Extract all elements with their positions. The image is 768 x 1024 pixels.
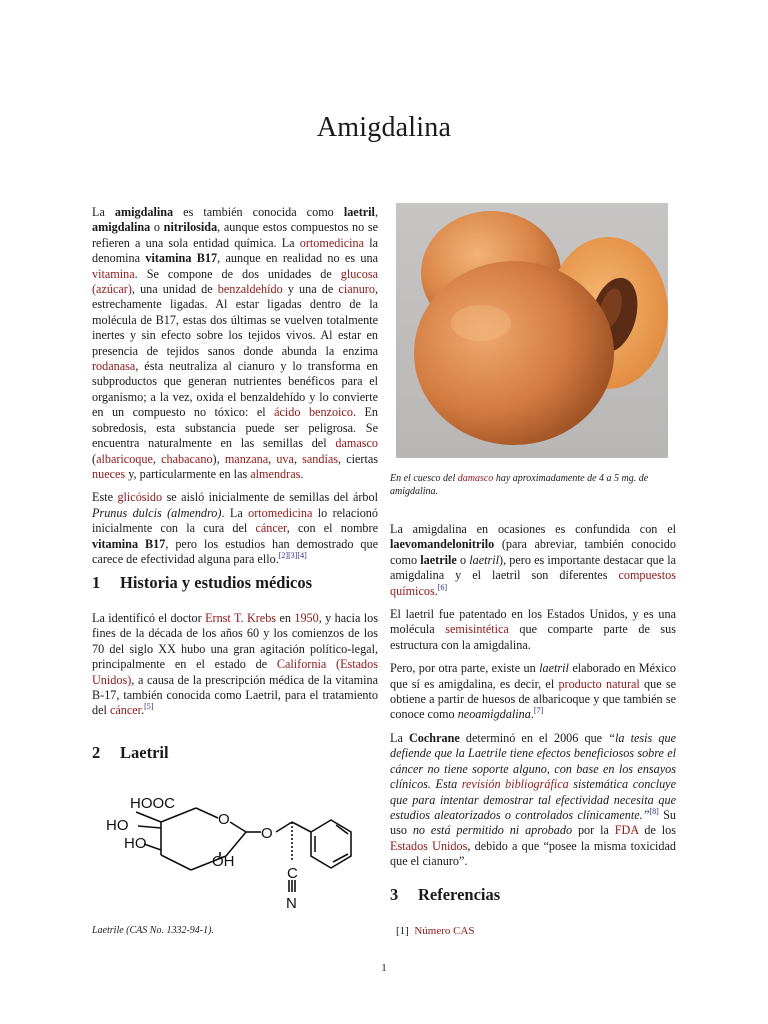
reference-list — [396, 925, 475, 937]
intro-column — [92, 205, 378, 575]
wiki-link[interactable]: Ernst T. Krebs — [205, 611, 277, 625]
structure-caption: Laetrile (CAS No. 1332-94-1). — [92, 925, 214, 936]
bold-term: laevomandelonitrilo — [390, 537, 495, 552]
page-title: Amigdalina — [316, 112, 452, 143]
wiki-link[interactable]: compuestos químicos — [390, 568, 676, 598]
section-heading-laetril — [92, 743, 169, 763]
intro-paragraph-1: La amigdalina es también conocida como laetril, amigdalina o nitrilosida, aunque estos compuestos no se refieren a una sola entidad química. La ortomedicina la denomina vitamina B17, aunque en realidad no es una vitamina. Se compone de dos unidades de glucosa (azúcar), una unidad de benzaldehído y una de cianuro, estrechamente ligadas. Al estar ligadas dentro de la molécula de B17, estas dos últimas se vuelven totalmente inertes y sin efecto sobre los tejidos vivos. Al estar en presencia de tejidos sanos donde abunda la enzima rodanasa, ésta neutraliza al cianuro y lo transforma en subproductos que generan nutrientes benéficos para el organismo; a la vez, oxida el benzaldehído y lo convierte en un compuesto no tóxico: el ácido benzoico. En sobredosis, esta substancia puede ser peligrosa. Se encuentra naturalmente en las semillas del damasco (albaricoque, chabacano), manzana, uva, sandías, ciertas nueces y, particularmente en las almendras. — [92, 205, 379, 481]
bold-term: Cochrane — [408, 730, 460, 745]
italic-text: Prunus dulcis (almendro) — [92, 505, 222, 520]
wiki-link[interactable]: glucosa (azúcar) — [92, 266, 378, 297]
wiki-link[interactable]: chabacano — [161, 451, 213, 466]
italic-text: sistemática concluye que para intentar demostrar tal efectividad necesita que estudios aleatorizados o controlados clínicamente.” — [390, 777, 676, 822]
wiki-link[interactable]: semisintética — [445, 622, 509, 637]
wiki-link[interactable]: ortomedicina — [248, 505, 313, 520]
historia-paragraph: La identificó el doctor Ernst T. Krebs en 1950, y hacia los fines de la década de los años 60 y los comienzos de los 70 del siglo XX hubo una gran agitación político-legal, principalmente en el estado de California (Estados Unidos), a causa de la prescripción médica de la vitamina B-17, también conocida como Laetril, para el tratamiento del cáncer.[5] — [92, 611, 378, 718]
italic-text: laetril — [539, 661, 569, 676]
wiki-link[interactable]: 1950 — [294, 611, 319, 625]
wiki-link[interactable]: ácido benzoico — [274, 405, 353, 420]
wiki-link[interactable]: benzaldehído — [217, 282, 283, 297]
bold-term: amigdalina — [92, 220, 151, 235]
wiki-link[interactable]: albaricoque — [96, 451, 153, 466]
bold-term: laetril — [343, 205, 375, 219]
citation-reference[interactable]: [7] — [533, 706, 544, 716]
section-heading-referencias — [390, 885, 500, 905]
section-title: Referencias — [418, 885, 501, 904]
reference-number: [1] — [396, 925, 409, 937]
right-paragraph-1: La amigdalina en ocasiones es confundida con el laevomandelonitrilo (para abreviar, también conocido como laetrile o laetril), pero es importante destacar que la amigdalina y el laetril son diferentes compuestos químicos.[6] — [390, 522, 677, 598]
wiki-link[interactable]: cáncer — [109, 703, 142, 718]
oh-label: OH — [212, 853, 235, 870]
wiki-link[interactable]: rodanasa — [92, 359, 136, 374]
ho-label-1: HO — [106, 817, 129, 834]
right-paragraph-2: El laetril fue patentado en los Estados Unidos, y es una molécula semisintética que comparte parte de sus estructura con la amigdalina. — [390, 607, 676, 652]
apricot-photo — [396, 203, 668, 458]
wiki-link[interactable]: Estados Unidos — [390, 838, 468, 853]
wiki-link[interactable]: uva — [276, 451, 294, 466]
wiki-link[interactable]: damasco — [457, 473, 494, 484]
section-title: Historia y estudios médicos — [120, 573, 313, 592]
wiki-link[interactable]: cianuro — [338, 282, 375, 297]
hooc-label: HOOC — [130, 795, 175, 812]
link-oxygen-label: O — [261, 825, 273, 842]
wiki-link[interactable]: California (Estados Unidos) — [92, 657, 378, 687]
wiki-link[interactable]: glicósido — [117, 490, 163, 505]
intro-paragraph-2: Este glicósido se aisló inicialmente de semillas del árbol Prunus dulcis (almendro). La ortomedicina lo relacionó inicialmente con la cura del cáncer, con el nombre vitamina B17, pero los estudios han demostrado que carece de efectividad alguna para ello.[2][3][4] — [92, 490, 379, 566]
wiki-link[interactable]: producto natural — [558, 676, 640, 691]
section-number: 3 — [390, 885, 399, 904]
italic-text: “la tesis que defiende que la Laetrile tiene efectos beneficiosos sobre el cáncer no tiene soporte alguno, con base en los ensayos clínicos. Esta — [390, 730, 676, 792]
nitrogen-label: N — [286, 895, 297, 910]
photo-caption: En el cuesco del damasco hay aproximadamente de 4 a 5 mg. de amigdalina. — [390, 473, 649, 497]
ring-oxygen-label: O — [218, 811, 230, 828]
wiki-link[interactable]: ortomedicina — [299, 235, 365, 250]
apricot-image — [396, 203, 668, 458]
italic-text: no está permitido ni aprobado — [412, 823, 573, 838]
right-paragraph-4: La Cochrane determinó en el 2006 que “la tesis que defiende que la Laetrile tiene efectos beneficiosos sobre el cáncer no tiene soporte alguno, con base en los ensayos clínicos. Esta revisión bibliográfica sistemática concluye que para intentar demostrar tal efectividad necesita que estudios aleatorizados o controlados clínicamente.”[8] Su uso no está permitido ni aprobado por la FDA de los Estados Unidos, debido a que “posee la misma toxicidad que el cianuro”. — [390, 730, 677, 869]
bold-term: laetrile — [420, 552, 457, 567]
wiki-link[interactable]: cáncer — [255, 521, 287, 536]
historia-column — [92, 611, 378, 727]
wiki-link[interactable]: almendras — [250, 466, 301, 481]
carbon-label: C — [287, 865, 298, 882]
right-column — [390, 522, 676, 878]
bold-term: amigdalina — [114, 205, 174, 219]
section-number: 1 — [92, 573, 101, 592]
section-number: 2 — [92, 743, 101, 762]
bold-term: vitamina B17 — [145, 251, 218, 266]
bold-term: vitamina B17 — [92, 536, 166, 551]
wiki-link[interactable]: FDA — [614, 823, 639, 838]
wiki-link[interactable]: vitamina — [92, 266, 135, 281]
italic-text: laetril — [469, 552, 500, 567]
laetrile-structure-diagram — [96, 780, 386, 910]
wiki-link[interactable]: manzana — [224, 451, 269, 466]
italic-text: neoamigdalina — [457, 707, 531, 722]
citation-reference[interactable]: [2][3][4] — [278, 550, 307, 560]
reference-link-numero-cas[interactable]: Número CAS — [414, 925, 475, 937]
section-title: Laetril — [120, 743, 169, 762]
page-number: 1 — [381, 962, 387, 974]
citation-reference[interactable]: [5] — [144, 702, 154, 712]
right-paragraph-3: Pero, por otra parte, existe un laetril elaborado en México que sí es amigdalina, es decir, el producto natural que se obtiene a partir de huesos de albaricoque y que también se conoce como neoamigdalina.[7] — [390, 661, 677, 722]
citation-reference[interactable]: [6] — [437, 582, 448, 592]
ho-label-2: HO — [124, 835, 147, 852]
wiki-link[interactable]: damasco — [335, 436, 378, 451]
citation-reference[interactable]: [8] — [649, 806, 659, 816]
section-heading-historia — [92, 573, 312, 593]
wiki-link[interactable]: revisión bibliográfica — [461, 777, 569, 792]
wiki-link[interactable]: sandías — [302, 451, 339, 466]
bold-term: nitrilosida — [163, 220, 218, 235]
wiki-link[interactable]: nueces — [92, 466, 126, 481]
